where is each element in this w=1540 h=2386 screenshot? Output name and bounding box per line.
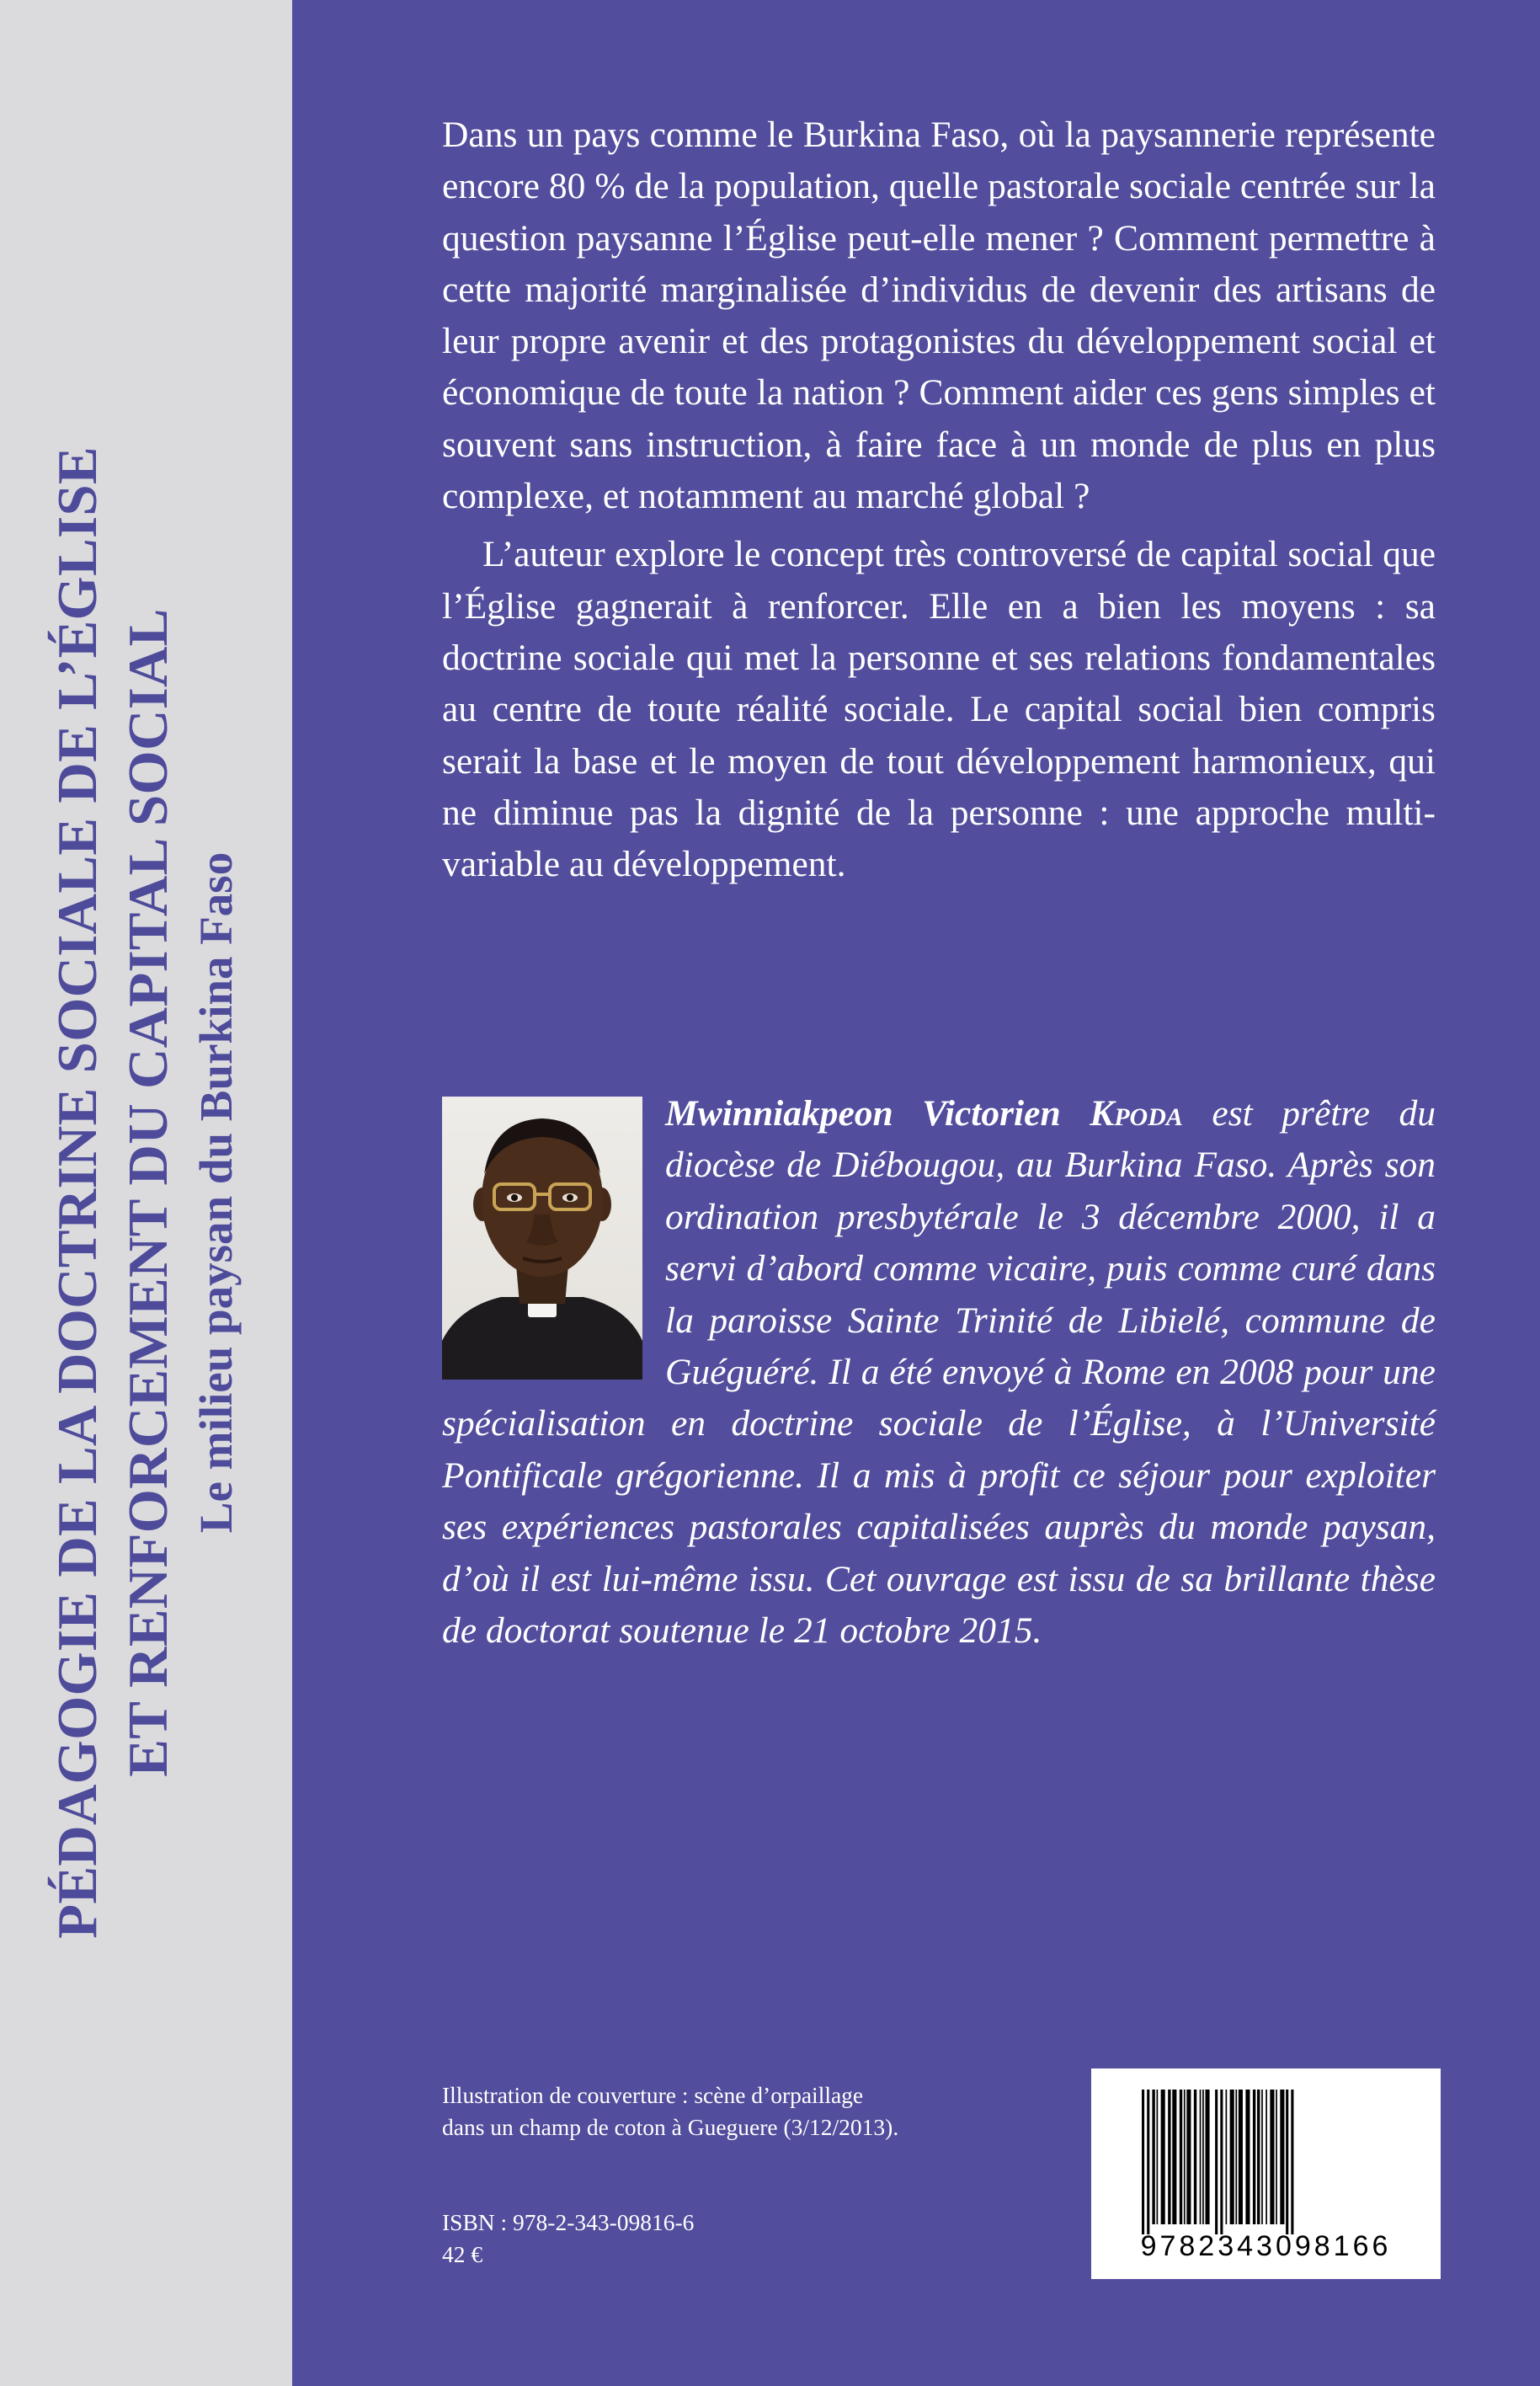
barcode-bar bbox=[1172, 2090, 1176, 2224]
barcode-bar bbox=[1168, 2090, 1170, 2224]
barcode-bar bbox=[1194, 2090, 1196, 2224]
blurb bbox=[442, 109, 1436, 890]
spine-title-line-1: PÉDAGOGIE DE LA DOCTRINE SOCIALE DE L’ÉGLISE bbox=[46, 446, 109, 1939]
author-first-name: Mwinniakpeon Victorien bbox=[665, 1093, 1090, 1134]
barcode-bar bbox=[1180, 2090, 1182, 2224]
credit-line-1: Illustration de couverture : scène d’orpaillage bbox=[442, 2082, 864, 2108]
photo-spacer bbox=[442, 1088, 665, 1391]
blurb-paragraph-2: L’auteur explore le concept très controversé de capital social que l’Église gagnerait à renforcer. Elle en a bien les moyens : sa doctrine sociale qui met la personne et ses relations fondamentales au centre de toute réalité sociale. Le capital social bien compris serait la base et le moyen de tout développement harmonieux, qui ne diminue pas la dignité de la personne : une approche multi-variable au développement. bbox=[442, 534, 1436, 885]
author-bio bbox=[442, 1088, 1436, 1657]
isbn-price-block bbox=[442, 2207, 694, 2271]
spine-title-line-2: ET RENFORCEMENT DU CAPITAL SOCIAL bbox=[117, 608, 179, 1777]
barcode-number: 9782343098166 bbox=[1140, 2230, 1392, 2262]
barcode-bar bbox=[1286, 2090, 1288, 2234]
barcode-bar bbox=[1142, 2090, 1144, 2234]
barcode-bar bbox=[1186, 2090, 1191, 2224]
barcode-bar bbox=[1202, 2090, 1204, 2224]
barcode-bar bbox=[1245, 2090, 1250, 2224]
barcode-bar bbox=[1257, 2090, 1260, 2224]
barcode-bar bbox=[1276, 2090, 1277, 2224]
barcode-bar bbox=[1157, 2090, 1159, 2224]
author-bio-text: est prêtre du diocèse de Diébougou, au Burkina Faso. Après son ordination presbytérale le 3 décembre 2000, il a servi d’abord comme vicaire, puis comme curé dans la paroisse Sainte Trinité de Libielé, commune de Guéguéré. Il a été envoyé à Rome en 2008 pour une spécialisation en doctrine sociale de l’Église, à l’Université Pontificale grégorienne. Il a mis à profit ce séjour pour exploiter ses expériences pastorales capitalisées auprès du monde paysan, d’où il est lui-même issu. Cet ouvrage est issu de sa brillante thèse de doctorat soutenue le 21 octobre 2015. bbox=[442, 1093, 1436, 1652]
price: 42 € bbox=[442, 2241, 483, 2267]
credit-line-2: dans un champ de coton à Gueguere (3/12/2013). bbox=[442, 2114, 899, 2140]
book-spine bbox=[0, 0, 292, 2386]
barcode-bar bbox=[1280, 2090, 1284, 2224]
barcode-bar bbox=[1291, 2090, 1293, 2234]
barcode-bar bbox=[1239, 2090, 1243, 2224]
barcode-bar bbox=[1266, 2090, 1267, 2224]
barcode-bar bbox=[1147, 2090, 1149, 2234]
spine-title-block bbox=[42, 266, 249, 2119]
barcode bbox=[1091, 2068, 1441, 2279]
barcode-bar bbox=[1161, 2090, 1165, 2224]
spine-subtitle: Le milieu paysan du Burkina Faso bbox=[190, 851, 242, 1534]
barcode-bar bbox=[1205, 2090, 1209, 2224]
barcode-bar bbox=[1261, 2090, 1263, 2224]
barcode-bar bbox=[1235, 2090, 1237, 2224]
barcode-bar bbox=[1184, 2090, 1186, 2224]
isbn: ISBN : 978-2-343-09816-6 bbox=[442, 2209, 695, 2235]
author-last-name: Kpoda bbox=[1090, 1093, 1183, 1134]
barcode-bar bbox=[1220, 2090, 1223, 2234]
barcode-bar bbox=[1270, 2090, 1274, 2224]
blurb-paragraph-1: Dans un pays comme le Burkina Faso, où la paysannerie représente encore 80 % de la population, quelle pastorale sociale centrée sur la question paysanne l’Église peut-elle mener ? Comment permettre à cette majorité marginalisée d’individus de devenir des artisans de leur propre avenir et des protagonistes du développement social et économique de toute la nation ? Comment aider ces gens simples et souvent sans instruction, à faire face à un monde de plus en plus complexe, et notamment au marché global ? bbox=[442, 115, 1436, 517]
cover-illustration-credit bbox=[442, 2079, 898, 2143]
barcode-bar bbox=[1230, 2090, 1234, 2224]
barcode-bar bbox=[1226, 2090, 1228, 2224]
barcode-bar bbox=[1253, 2090, 1255, 2224]
barcode-bar bbox=[1152, 2090, 1154, 2224]
barcode-bar bbox=[1215, 2090, 1218, 2234]
barcode-bar bbox=[1200, 2090, 1202, 2224]
